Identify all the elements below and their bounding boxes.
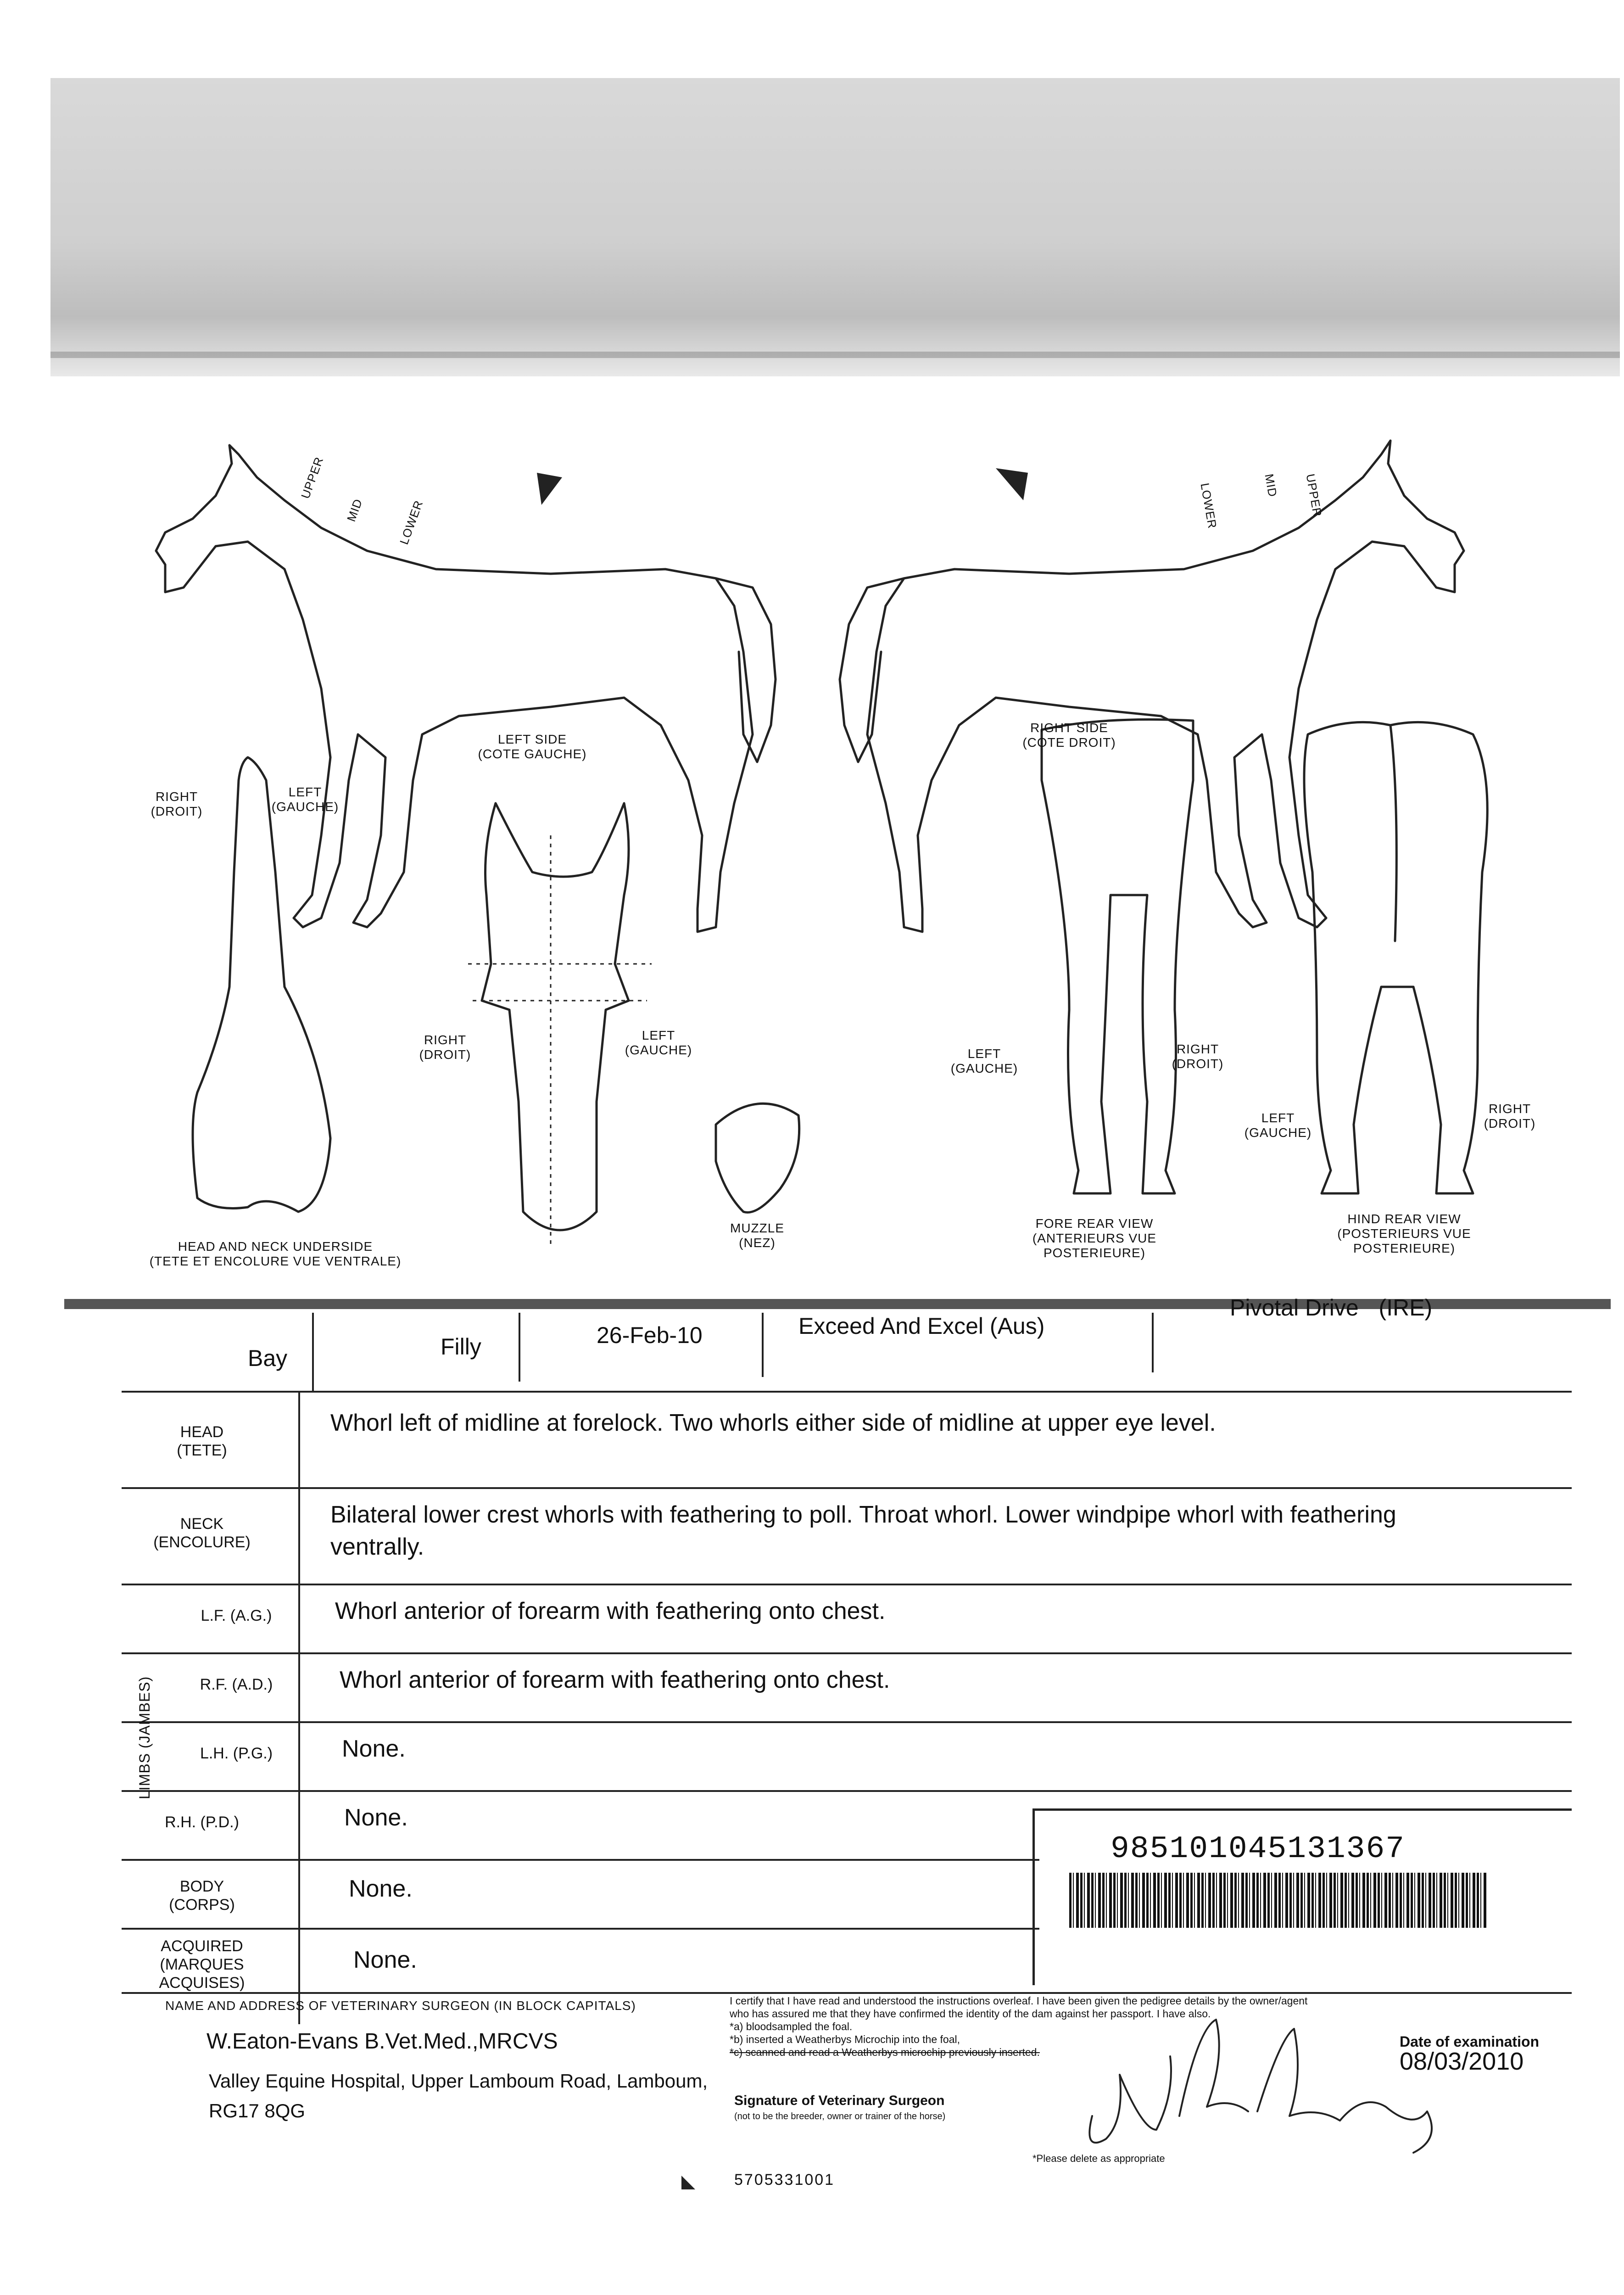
signature-label: Signature of Veterinary Surgeon	[734, 2093, 945, 2108]
divider	[519, 1313, 520, 1382]
head-neck-underside-label: HEAD AND NECK UNDERSIDE (TETE ET ENCOLURE VUE VENTRALE)	[149, 1239, 402, 1268]
rh-marking: None.	[344, 1804, 408, 1831]
hind-left-label: LEFT (GAUCHE)	[1244, 1111, 1312, 1140]
fore-rear-view-label: FORE REAR VIEW (ANTERIEURS VUE POSTERIEURE)	[1032, 1216, 1157, 1260]
divider	[762, 1313, 764, 1377]
vet-address-line1: Valley Equine Hospital, Upper Lamboum Road, Lamboum,	[209, 2070, 708, 2092]
acquired-label: ACQUIRED (MARQUES ACQUISES)	[159, 1937, 245, 1992]
head-marking: Whorl left of midline at forelock. Two whorls either side of midline at upper eye level.	[330, 1410, 1216, 1436]
neck-marking-cont: ventrally.	[330, 1534, 424, 1560]
sire-value: Exceed And Excel (Aus)	[798, 1313, 1045, 1339]
label-mid-right: MID	[1262, 473, 1280, 498]
label-lower-left: LOWER	[397, 498, 426, 547]
label-lower-right: LOWER	[1198, 482, 1220, 530]
fore-left-label: LEFT (GAUCHE)	[950, 1047, 1018, 1075]
rf-marking: Whorl anterior of forearm with feathering onto chest.	[340, 1667, 890, 1693]
right-side-label: RIGHT SIDE (COTE DROIT)	[1022, 721, 1116, 750]
vet-heading: NAME AND ADDRESS OF VETERINARY SURGEON (IN BLOCK CAPITALS)	[165, 1998, 636, 2013]
head-left-label: LEFT (GAUCHE)	[625, 1028, 692, 1057]
divider	[1152, 1313, 1154, 1372]
fore-right-label: RIGHT (DROIT)	[1172, 1042, 1224, 1071]
limbs-label: LIMBS (JAMBES)	[136, 1676, 153, 1799]
lf-marking: Whorl anterior of forearm with feathering onto chest.	[335, 1598, 886, 1624]
dam-suffix: (IRE)	[1378, 1295, 1433, 1321]
row-line	[122, 1584, 1572, 1585]
vet-signature	[1065, 2001, 1468, 2166]
row-line	[122, 1790, 1572, 1792]
head-right-label: RIGHT (DROIT)	[419, 1033, 471, 1062]
dam-value: Pivotal Drive (IRE)	[1230, 1295, 1433, 1321]
vet-address-line2: RG17 8QG	[209, 2100, 306, 2121]
muzzle-label: MUZZLE (NEZ)	[730, 1221, 784, 1250]
footer-arrow-icon	[679, 2173, 698, 2192]
neck-left-label: LEFT (GAUCHE)	[271, 785, 339, 814]
head-label: HEAD (TETE)	[177, 1423, 227, 1459]
footer-number: 5705331001	[734, 2171, 835, 2189]
label-mid-left: MID	[344, 497, 365, 524]
table-top-line	[122, 1391, 1572, 1393]
row-line	[122, 1928, 1039, 1930]
left-side-label: LEFT SIDE (COTE GAUCHE)	[478, 732, 587, 761]
row-line	[122, 1992, 1572, 1994]
neck-right-label: RIGHT (DROIT)	[151, 789, 203, 818]
rh-label: R.H. (P.D.)	[165, 1814, 239, 1831]
body-label: BODY (CORPS)	[169, 1878, 235, 1914]
colour-value: Bay	[248, 1345, 288, 1371]
body-marking: None.	[349, 1875, 413, 1902]
date-of-birth-value: 26-Feb-10	[597, 1322, 703, 1348]
hind-right-label: RIGHT (DROIT)	[1484, 1102, 1536, 1131]
microchip-barcode	[1069, 1873, 1487, 1928]
neck-marking: Bilateral lower crest whorls with feathering to poll. Throat whorl. Lower windpipe whorl with feathering	[330, 1501, 1396, 1528]
signature-note: (not to be the breeder, owner or trainer of the horse)	[734, 2111, 946, 2121]
label-upper-right: UPPER	[1303, 473, 1325, 518]
label-upper-left: UPPER	[298, 455, 326, 501]
neck-label: NECK (ENCOLURE)	[153, 1515, 251, 1551]
delete-note: *Please delete as appropriate	[1032, 2153, 1165, 2164]
row-line	[122, 1859, 1039, 1861]
divider	[312, 1313, 314, 1391]
lh-label: L.H. (P.G.)	[200, 1745, 273, 1762]
sex-value: Filly	[441, 1334, 481, 1360]
row-line	[122, 1721, 1572, 1723]
hind-rear-view-label: HIND REAR VIEW (POSTERIEURS VUE POSTERIEURE)	[1337, 1212, 1471, 1255]
vet-name: W.Eaton-Evans B.Vet.Med.,MRCVS	[206, 2029, 558, 2054]
lh-marking: None.	[342, 1735, 406, 1762]
row-line	[122, 1652, 1572, 1654]
acquired-marking: None.	[353, 1947, 417, 1973]
microchip-number: 985101045131367	[1111, 1831, 1406, 1867]
date-of-exam-label: Date of examination	[1400, 2033, 1540, 2050]
rf-label: R.F. (A.D.)	[200, 1676, 273, 1693]
lf-label: L.F. (A.G.)	[201, 1607, 272, 1624]
date-of-exam-value: 08/03/2010	[1400, 2048, 1524, 2075]
row-line	[122, 1487, 1572, 1489]
certification-text: I certify that I have read and understood the instructions overleaf. I have been given the pedigree details by the owner/agent who has assured me that they have confirmed the identity of the dam against her passport. I have also. *a) bloodsampled the foal. *b) inserted a Weatherbys Microchip into the foal, *c) scanned and read a Weatherbys microchip previously inserted.	[730, 1995, 1308, 2058]
